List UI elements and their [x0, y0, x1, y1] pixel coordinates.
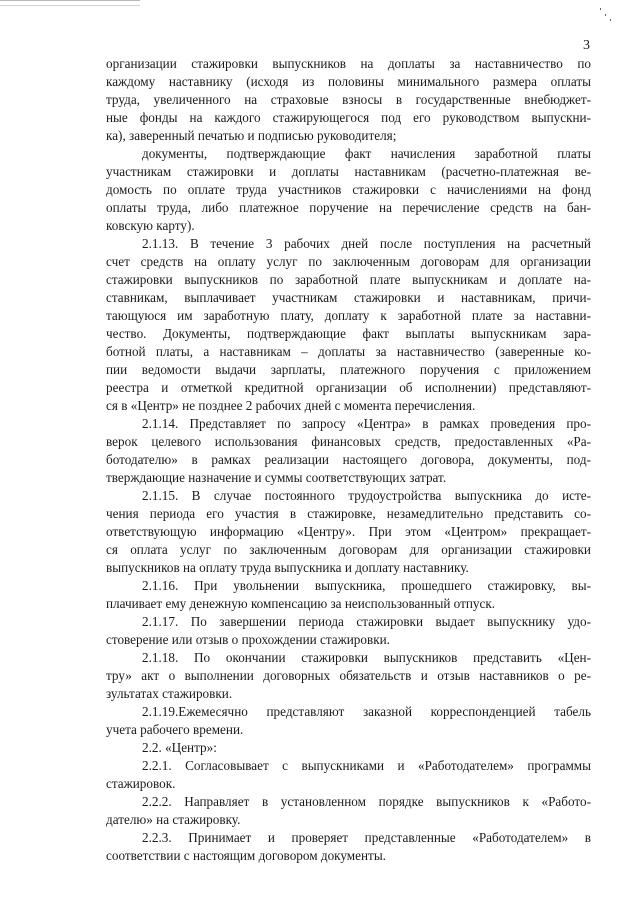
- text-line: тающуюся им заработную плату, доплату к заработной плате за наставни-: [106, 308, 591, 323]
- text-line: счет средств на оплату услуг по заключенным договорам для организации: [106, 254, 591, 269]
- paragraph: [106, 415, 591, 487]
- text-line: 2.1.14. Представляет по запросу «Центра» в рамках проведения про-: [142, 416, 591, 431]
- text-line: стоверение или отзыв о прохождении стажировки.: [106, 632, 390, 647]
- paragraph: [106, 649, 591, 703]
- text-line: плачивает ему денежную компенсацию за неиспользованный отпуск.: [106, 596, 496, 611]
- paragraph: [106, 613, 591, 649]
- text-line: 2.1.15. В случае постоянного трудоустройства выпускника до исте-: [142, 488, 591, 503]
- paragraph: [106, 577, 591, 613]
- text-line: каждому наставнику (исходя из половины минимального размера оплаты: [106, 74, 591, 89]
- paragraph: [106, 829, 591, 865]
- text-line: ставникам, выплачивает участникам стажировки и наставникам, причи-: [106, 290, 591, 305]
- paragraph: [106, 55, 591, 145]
- paragraph: [106, 739, 591, 757]
- document-body: [106, 55, 591, 865]
- scan-specks: [600, 8, 612, 22]
- text-line: пии ведомости выдачи зарплаты, платежного поручения с приложением: [106, 362, 591, 377]
- text-line: учета рабочего времени.: [106, 722, 244, 737]
- text-line: 2.1.19.Ежемесячно представляют заказной корреспонденцией табель: [142, 704, 591, 719]
- text-line: 2.2.3. Принимает и проверяет представленные «Работодателем» в: [142, 830, 591, 845]
- text-line: реестра и отметкой кредитной организации об исполнении) представляют-: [106, 380, 591, 395]
- text-line: соответствии с настоящим договором документы.: [106, 848, 386, 863]
- page-number: 3: [583, 38, 590, 53]
- text-line: дателю» на стажировку.: [106, 812, 241, 827]
- text-line: ка), заверенный печатью и подписью руководителя;: [106, 128, 397, 143]
- paragraph: [106, 703, 591, 739]
- text-line: 2.1.17. По завершении периода стажировки выдает выпускнику удо-: [142, 614, 591, 629]
- paragraph: [106, 145, 591, 235]
- text-line: ся оплата услуг по заключенным договорам для организации стажировки: [106, 542, 591, 557]
- text-line: 2.1.13. В течение 3 рабочих дней после поступления на расчетный: [142, 236, 591, 251]
- text-line: 2.2. «Центр»:: [142, 740, 217, 755]
- text-line: ные фонды на каждого стажирующегося под его руководством выпускни-: [106, 110, 591, 125]
- text-line: выпускников на оплату труда выпускника и доплату наставнику.: [106, 560, 469, 575]
- text-line: тру» акт о выполнении договорных обязательств и отзыв наставников о ре-: [106, 668, 591, 683]
- paragraph: [106, 487, 591, 577]
- text-line: домость по оплате труда участников стажировки с начислениями на фонд: [106, 182, 591, 197]
- text-line: чество. Документы, подтверждающие факт выплаты выпускникам зара-: [106, 326, 591, 341]
- text-line: верок целевого использования финансовых средств, предоставленных «Ра-: [106, 434, 591, 449]
- paragraph: [106, 757, 591, 793]
- text-line: 2.1.16. При увольнении выпускника, прошедшего стажировку, вы-: [142, 578, 591, 593]
- text-line: документы, подтверждающие факт начисления заработной платы: [142, 146, 591, 161]
- text-line: ответствующую информацию «Центру». При этом «Центром» прекращает-: [106, 524, 591, 539]
- text-line: 2.1.18. По окончании стажировки выпускников представить «Цен-: [142, 650, 591, 665]
- text-line: тверждающие назначение и суммы соответствующих затрат.: [106, 470, 447, 485]
- text-line: стажировок.: [106, 776, 176, 791]
- text-line: организации стажировки выпускников на доплаты за наставничество по: [106, 56, 591, 71]
- text-line: зультатах стажировки.: [106, 686, 233, 701]
- text-line: ботодателю» в рамках реализации настоящего договора, документы, под-: [106, 452, 591, 467]
- text-line: ботной платы, а наставникам – доплаты за наставничество (заверенные ко-: [106, 344, 591, 359]
- text-line: оплаты труда, либо платежное поручение на перечисление средств на бан-: [106, 200, 591, 215]
- text-line: ковскую карту).: [106, 218, 195, 233]
- text-line: ся в «Центр» не позднее 2 рабочих дней с момента перечисления.: [106, 398, 476, 413]
- text-line: 2.2.2. Направляет в установленном порядке выпускников к «Работо-: [142, 794, 591, 809]
- paragraph: [106, 793, 591, 829]
- paragraph: [106, 235, 591, 415]
- text-line: труда, увеличенного на страховые взносы в государственные внебюджет-: [106, 92, 591, 107]
- scan-edge-line: [0, 0, 140, 6]
- text-line: чения периода его участия в стажировке, незамедлительно представить со-: [106, 506, 591, 521]
- text-line: участникам стажировки и доплаты наставникам (расчетно-платежная ве-: [106, 164, 591, 179]
- text-line: 2.2.1. Согласовывает с выпускниками и «Работодателем» программы: [142, 758, 591, 773]
- text-line: стажировки выпускников по заработной плате выпускникам и доплате на-: [106, 272, 591, 287]
